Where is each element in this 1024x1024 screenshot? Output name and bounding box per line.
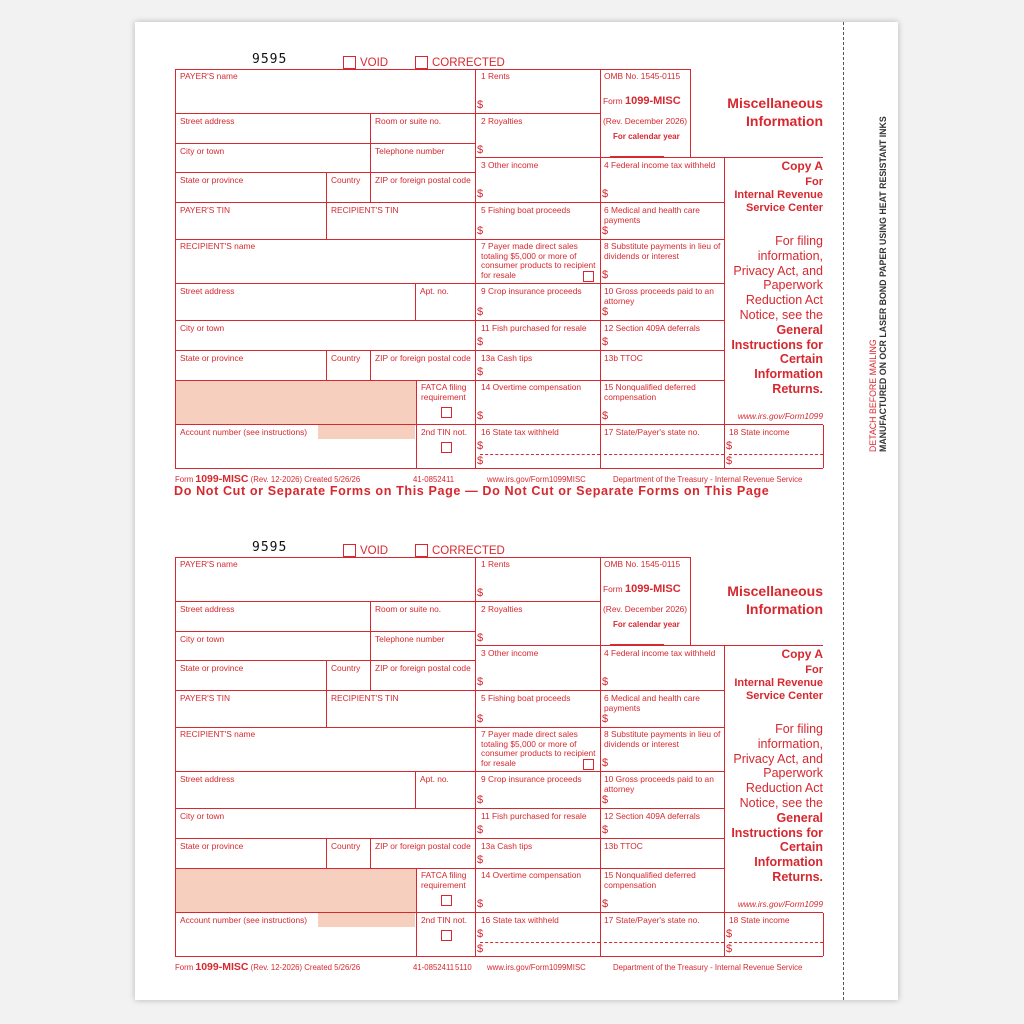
box12-label: 12 Section 409A deferrals <box>604 323 700 333</box>
box12-dollar: $ <box>602 824 609 836</box>
copy-a: Copy A <box>781 159 823 173</box>
irs-url: www.irs.gov/Form1099 <box>737 899 823 909</box>
box1-label: 1 Rents <box>481 71 510 81</box>
box3-dollar: $ <box>477 676 484 688</box>
box16-dollar-2: $ <box>477 943 484 955</box>
apt-label: Apt. no. <box>420 286 449 296</box>
omb-number: OMB No. 1545-0115 <box>604 71 681 81</box>
instr-line: Notice, see the <box>739 307 823 322</box>
city-label: City or town <box>180 146 225 156</box>
recipient-country-label: Country <box>331 841 361 851</box>
box18-dollar-1: $ <box>726 928 733 940</box>
recipient-street-label: Street address <box>180 286 235 296</box>
form-copy-1 <box>0 0 1024 485</box>
corrected-checkbox[interactable] <box>415 544 428 557</box>
revision: (Rev. December 2026) <box>603 604 688 614</box>
title-line-2: Information <box>746 601 823 617</box>
payer-tin-label: PAYER'S TIN <box>180 693 230 703</box>
box7-checkbox[interactable] <box>583 271 594 282</box>
calendar-year: For calendar year <box>613 620 680 629</box>
fatca-label: FATCA filing requirement <box>421 870 467 890</box>
form-word: Form <box>603 96 623 106</box>
box4-dollar: $ <box>602 188 609 200</box>
instr-line: Privacy Act, and <box>733 751 823 766</box>
box14-label: 14 Overtime compensation <box>481 382 582 392</box>
payer-name-label: PAYER'S name <box>180 559 238 569</box>
shaded-account <box>318 425 415 439</box>
box12-label: 12 Section 409A deferrals <box>604 811 700 821</box>
box8-label: 8 Substitute payments in lieu of dividends or interest <box>604 241 721 261</box>
box16-label: 16 State tax withheld <box>481 427 559 437</box>
second-tin-checkbox[interactable] <box>441 442 452 453</box>
telephone-label: Telephone number <box>375 146 445 156</box>
box7-label: 7 Payer made direct sales totaling $5,000 or more of consumer products to recipient for resale <box>481 241 596 280</box>
account-label: Account number (see instructions) <box>180 915 308 925</box>
instr-line: Reduction Act <box>745 293 823 308</box>
form-code: 9595 <box>252 52 288 67</box>
box10-dollar: $ <box>602 794 609 806</box>
instr-line-bold: General <box>776 322 823 337</box>
box7-checkbox[interactable] <box>583 759 594 770</box>
box18-dollar-2: $ <box>726 455 733 467</box>
form-footer <box>175 473 360 485</box>
instr-line: information, <box>757 248 823 263</box>
title-line-1: Miscellaneous <box>727 95 823 111</box>
box13b-label: 13b TTOC <box>604 353 643 363</box>
instr-line: Paperwork <box>763 278 823 293</box>
corrected-label: CORRECTED <box>432 545 505 557</box>
instr-line-bold: Instructions for <box>731 825 823 840</box>
room-label: Room or suite no. <box>375 604 442 614</box>
box6-label: 6 Medical and health care payments <box>604 205 700 225</box>
box17-label: 17 State/Payer's state no. <box>604 915 700 925</box>
recipient-tin-label: RECIPIENT'S TIN <box>331 205 399 215</box>
instr-line-bold: Information <box>754 367 823 382</box>
box2-dollar: $ <box>477 632 484 644</box>
recipient-street-label: Street address <box>180 774 235 784</box>
recipient-zip-label: ZIP or foreign postal code <box>375 353 471 363</box>
box10-label: 10 Gross proceeds paid to an attorney <box>604 286 714 306</box>
form-name: 1099-MISC <box>625 95 681 107</box>
box2-label: 2 Royalties <box>481 116 523 126</box>
footer-cat: 41-0852411 <box>413 963 455 972</box>
zip-label: ZIP or foreign postal code <box>375 663 471 673</box>
detach-notice: DETACH BEFORE MAILING <box>868 339 878 452</box>
box13a-dollar: $ <box>477 366 484 378</box>
box13a-label: 13a Cash tips <box>481 353 533 363</box>
footer-cat2: 5110 <box>455 963 472 972</box>
instr-line: For filing <box>775 234 823 248</box>
zip-label: ZIP or foreign postal code <box>375 175 471 185</box>
instructions-regular <box>723 234 823 397</box>
form-copy-2 <box>0 488 1024 973</box>
fatca-checkbox[interactable] <box>441 407 452 418</box>
street-label: Street address <box>180 116 235 126</box>
instr-line: information, <box>757 736 823 751</box>
telephone-label: Telephone number <box>375 634 445 644</box>
state-label: State or province <box>180 663 244 673</box>
void-label: VOID <box>360 57 389 69</box>
instr-line: Notice, see the <box>739 795 823 810</box>
room-label: Room or suite no. <box>375 116 442 126</box>
box3-label: 3 Other income <box>481 648 539 658</box>
footer-rev: (Rev. 12-2026) Created 5/26/26 <box>250 963 361 972</box>
form-footer <box>175 961 360 973</box>
recipient-state-label: State or province <box>180 841 244 851</box>
box18-label: 18 State income <box>729 915 790 925</box>
corrected-label: CORRECTED <box>432 57 505 69</box>
box18-dollar-2: $ <box>726 943 733 955</box>
box13a-label: 13a Cash tips <box>481 841 533 851</box>
box13b-label: 13b TTOC <box>604 841 643 851</box>
box15-dollar: $ <box>602 898 609 910</box>
instructions-regular <box>723 722 823 885</box>
box8-label: 8 Substitute payments in lieu of dividends or interest <box>604 729 721 749</box>
recipient-state-label: State or province <box>180 353 244 363</box>
box4-label: 4 Federal income tax withheld <box>604 160 716 170</box>
footer-form-name: 1099-MISC <box>195 473 249 485</box>
box5-label: 5 Fishing boat proceeds <box>481 205 571 215</box>
box11-label: 11 Fish purchased for resale <box>481 323 587 333</box>
shaded-area <box>176 869 416 912</box>
corrected-checkbox[interactable] <box>415 56 428 69</box>
box1-dollar: $ <box>477 587 484 599</box>
void-label: VOID <box>360 545 389 557</box>
recipient-country-label: Country <box>331 353 361 363</box>
copy-a: Copy A <box>781 647 823 661</box>
box16-dollar-2: $ <box>477 455 484 467</box>
box5-dollar: $ <box>477 225 484 237</box>
footer-url: www.irs.gov/Form1099MISC <box>487 963 586 972</box>
for-label: For <box>805 176 823 188</box>
state-label: State or province <box>180 175 244 185</box>
box17-label: 17 State/Payer's state no. <box>604 427 700 437</box>
street-label: Street address <box>180 604 235 614</box>
box9-dollar: $ <box>477 794 484 806</box>
box7-label: 7 Payer made direct sales totaling $5,000 or more of consumer products to recipient for resale <box>481 729 596 768</box>
box9-label: 9 Crop insurance proceeds <box>481 774 582 784</box>
instr-line-bold: Instructions for <box>731 337 823 352</box>
box1-label: 1 Rents <box>481 559 510 569</box>
footer-dept: Department of the Treasury - Internal Revenue Service <box>613 475 803 484</box>
shaded-account <box>318 913 415 927</box>
title-line-2: Information <box>746 113 823 129</box>
fatca-label: FATCA filing requirement <box>421 382 467 402</box>
instr-line: Privacy Act, and <box>733 263 823 278</box>
box3-dollar: $ <box>477 188 484 200</box>
box11-label: 11 Fish purchased for resale <box>481 811 587 821</box>
second-tin-label: 2nd TIN not. <box>421 915 467 925</box>
city-label: City or town <box>180 634 225 644</box>
box8-dollar: $ <box>602 269 609 281</box>
irs-url: www.irs.gov/Form1099 <box>737 411 823 421</box>
country-label: Country <box>331 663 361 673</box>
recipient-name-label: RECIPIENT'S name <box>180 241 256 251</box>
country-label: Country <box>331 175 361 185</box>
box8-dollar: $ <box>602 757 609 769</box>
footer-url: www.irs.gov/Form1099MISC <box>487 475 586 484</box>
instr-line: Paperwork <box>763 766 823 781</box>
box13a-dollar: $ <box>477 854 484 866</box>
box9-dollar: $ <box>477 306 484 318</box>
box15-label: 15 Nonqualified deferred compensation <box>604 382 696 402</box>
instr-line: For filing <box>775 722 823 736</box>
irs-center: Internal Revenue Service Center <box>734 189 823 214</box>
instr-line-bold: General <box>776 810 823 825</box>
footer-dept: Department of the Treasury - Internal Revenue Service <box>613 963 803 972</box>
box5-label: 5 Fishing boat proceeds <box>481 693 571 703</box>
payer-name-label: PAYER'S name <box>180 71 238 81</box>
box5-dollar: $ <box>477 713 484 725</box>
box10-dollar: $ <box>602 306 609 318</box>
recipient-city-label: City or town <box>180 323 225 333</box>
box16-dollar-1: $ <box>477 928 484 940</box>
box10-label: 10 Gross proceeds paid to an attorney <box>604 774 714 794</box>
void-checkbox[interactable] <box>343 56 356 69</box>
box6-dollar: $ <box>602 713 609 725</box>
footer-form-name: 1099-MISC <box>195 961 249 973</box>
apt-label: Apt. no. <box>420 774 449 784</box>
form-name: 1099-MISC <box>625 583 681 595</box>
form-code: 9595 <box>252 540 288 555</box>
title-line-1: Miscellaneous <box>727 583 823 599</box>
account-label: Account number (see instructions) <box>180 427 308 437</box>
second-tin-label: 2nd TIN not. <box>421 427 467 437</box>
footer-form-word: Form <box>175 475 194 484</box>
box11-dollar: $ <box>477 824 484 836</box>
recipient-name-label: RECIPIENT'S name <box>180 729 256 739</box>
instr-line-bold: Returns. <box>772 869 823 884</box>
box2-label: 2 Royalties <box>481 604 523 614</box>
irs-center: Internal Revenue Service Center <box>734 677 823 702</box>
box12-dollar: $ <box>602 336 609 348</box>
payer-tin-label: PAYER'S TIN <box>180 205 230 215</box>
box18-label: 18 State income <box>729 427 790 437</box>
revision: (Rev. December 2026) <box>603 116 688 126</box>
box2-dollar: $ <box>477 144 484 156</box>
paper-notice: MANUFACTURED ON OCR LASER BOND PAPER USING HEAT RESISTANT INKS <box>878 116 888 452</box>
omb-number: OMB No. 1545-0115 <box>604 559 681 569</box>
do-not-cut-warning: Do Not Cut or Separate Forms on This Page — Do Not Cut or Separate Forms on This Page <box>174 484 770 498</box>
box14-label: 14 Overtime compensation <box>481 870 582 880</box>
recipient-city-label: City or town <box>180 811 225 821</box>
box14-dollar: $ <box>477 410 484 422</box>
shaded-area <box>176 381 416 424</box>
footer-rev: (Rev. 12-2026) Created 5/26/26 <box>250 475 361 484</box>
instr-line-bold: Certain <box>779 840 823 855</box>
fatca-checkbox[interactable] <box>441 895 452 906</box>
box16-dollar-1: $ <box>477 440 484 452</box>
box1-dollar: $ <box>477 99 484 111</box>
box16-label: 16 State tax withheld <box>481 915 559 925</box>
void-checkbox[interactable] <box>343 544 356 557</box>
for-label: For <box>805 664 823 676</box>
box18-dollar-1: $ <box>726 440 733 452</box>
footer-form-word: Form <box>175 963 194 972</box>
box9-label: 9 Crop insurance proceeds <box>481 286 582 296</box>
recipient-tin-label: RECIPIENT'S TIN <box>331 693 399 703</box>
footer-cat: 41-0852411 <box>413 475 455 484</box>
calendar-year: For calendar year <box>613 132 680 141</box>
recipient-zip-label: ZIP or foreign postal code <box>375 841 471 851</box>
box15-dollar: $ <box>602 410 609 422</box>
instr-line-bold: Returns. <box>772 381 823 396</box>
instr-line-bold: Information <box>754 855 823 870</box>
box6-label: 6 Medical and health care payments <box>604 693 700 713</box>
box11-dollar: $ <box>477 336 484 348</box>
form-word: Form <box>603 584 623 594</box>
box4-dollar: $ <box>602 676 609 688</box>
second-tin-checkbox[interactable] <box>441 930 452 941</box>
box15-label: 15 Nonqualified deferred compensation <box>604 870 696 890</box>
instr-line-bold: Certain <box>779 352 823 367</box>
box3-label: 3 Other income <box>481 160 539 170</box>
box4-label: 4 Federal income tax withheld <box>604 648 716 658</box>
box14-dollar: $ <box>477 898 484 910</box>
box6-dollar: $ <box>602 225 609 237</box>
instr-line: Reduction Act <box>745 781 823 796</box>
